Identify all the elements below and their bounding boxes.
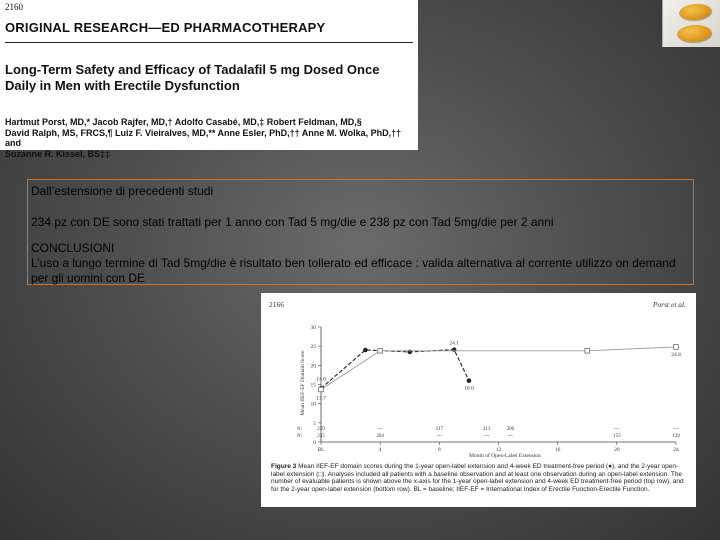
article-authors [5, 117, 410, 159]
data-point-2yr [319, 387, 324, 392]
y-tick-label: 30 [310, 325, 316, 331]
figure-page-number: 2166 [269, 300, 284, 309]
conclusions-text: L’uso a lungo termine di Tad 5mg/die è risultato ben tollerato ed efficace : valida alternativa al corrente utilizzo on demand per gli uomini con DE [31, 256, 676, 285]
n-value: 206 [506, 427, 515, 432]
x-tick-label: 4 [378, 447, 382, 453]
x-tick-label: 12 [495, 447, 502, 453]
x-tick-label: 20 [614, 447, 620, 453]
y-tick-label: 20 [310, 363, 316, 370]
x-tick-label: 16 [554, 447, 561, 453]
article-title-line2: Daily in Men with Erectile Dysfunction [5, 78, 240, 93]
n-value: 204 [376, 434, 384, 439]
data-point-2yr [674, 345, 679, 350]
n-value: 153 [613, 434, 621, 439]
section-rule [5, 42, 413, 43]
n-row-label: N: [297, 434, 302, 439]
n-value: 229 [317, 427, 325, 432]
n-value: --- [484, 434, 490, 439]
n-value: --- [507, 434, 513, 439]
n-value: 139 [672, 434, 680, 439]
tablet-photo [662, 0, 720, 47]
tablet-icon [678, 2, 711, 21]
n-value: --- [436, 434, 442, 439]
authors-line2: David Ralph, MS, FRCS,¶ Luiz F. Vieiralves, MD,** Anne Esler, PhD,†† Anne M. Wolka, PhD,†† and [5, 127, 402, 148]
x-tick-label: BL [317, 447, 325, 453]
data-label: 16.0 [464, 385, 474, 392]
data-label: 13.7 [316, 395, 326, 402]
x-tick-label: 8 [437, 447, 441, 453]
y-tick-label: 10 [310, 401, 316, 408]
y-tick-label: 0 [313, 440, 316, 446]
caption-text: Mean IIEF-EF domain scores during the 1-year open-label extension and 4-week ED treatment-free period (●), and the 2-year open-label extension (□). Analyses included all patients with a baseline observation and at least one observation during an open-label extension. The number of evaluable patients is shown above the x-axis for the 1-year open-label extension and 4-week ED treatment-free period (top row), and for the 2-year open-label extension (bottom row). BL = baseline; IIEF-EF = International Index of Erectile Function-Erectile Function. [271, 463, 684, 493]
authors-line3: Suzanne R. Kissel, BS‡‡ [5, 148, 111, 159]
summary-text-box [27, 179, 694, 285]
caption-label: Figure 3 [271, 463, 297, 470]
iief-line-chart [261, 293, 696, 463]
x-tick-label: 24 [673, 447, 679, 453]
n-value: 217 [435, 427, 444, 432]
data-point-2yr [378, 348, 383, 353]
figure-caption [271, 463, 689, 493]
data-point-1yr [452, 347, 457, 352]
data-label: 14.0 [316, 376, 326, 383]
n-value: 213 [482, 427, 491, 432]
tablet-icon [676, 24, 711, 43]
journal-section-title: ORIGINAL RESEARCH—ED PHARMACOTHERAPY [5, 20, 326, 35]
data-label: 24.1 [449, 340, 459, 347]
y-tick-label: 5 [313, 420, 316, 427]
n-row-label: N: [297, 427, 302, 432]
y-tick-label: 25 [310, 344, 316, 351]
study-intro: Dall’estensione di precedenti studi [31, 184, 214, 198]
article-header-image [0, 0, 418, 159]
authors-line1: Hartmut Porst, MD,* Jacob Rajfer, MD,† Adolfo Casabé, MD,‡ Robert Feldman, MD,§ [5, 117, 362, 127]
data-point-1yr [467, 378, 472, 383]
figure-running-head: Porst et al. [652, 300, 686, 309]
n-value: --- [377, 427, 383, 432]
conclusions-heading: CONCLUSIONI [31, 241, 115, 255]
clipping-page-number: 2160 [5, 2, 23, 12]
series-2yr-line [321, 347, 676, 390]
study-population: 234 pz con DE sono stati trattati per 1 anno con Tad 5 mg/die e 238 pz con Tad 5mg/die per 2 anni [31, 215, 554, 229]
n-value: 235 [317, 434, 325, 439]
article-title [5, 62, 410, 94]
data-label: 24.8 [671, 351, 681, 358]
data-point-2yr [585, 348, 590, 353]
article-title-line1: Long-Term Safety and Efficacy of Tadalafil 5 mg Dosed Once [5, 62, 380, 77]
figure-image [261, 293, 696, 507]
y-axis-label: Mean IIEF-EF Domain Score [300, 350, 306, 416]
x-axis-label: Month of Open-Label Extension [469, 453, 541, 459]
n-value: --- [673, 427, 679, 432]
series-1yr-line [321, 350, 469, 389]
data-point-1yr [407, 350, 412, 355]
n-value: --- [614, 427, 620, 432]
data-point-1yr [363, 348, 368, 353]
y-tick-label: 15 [310, 382, 316, 389]
